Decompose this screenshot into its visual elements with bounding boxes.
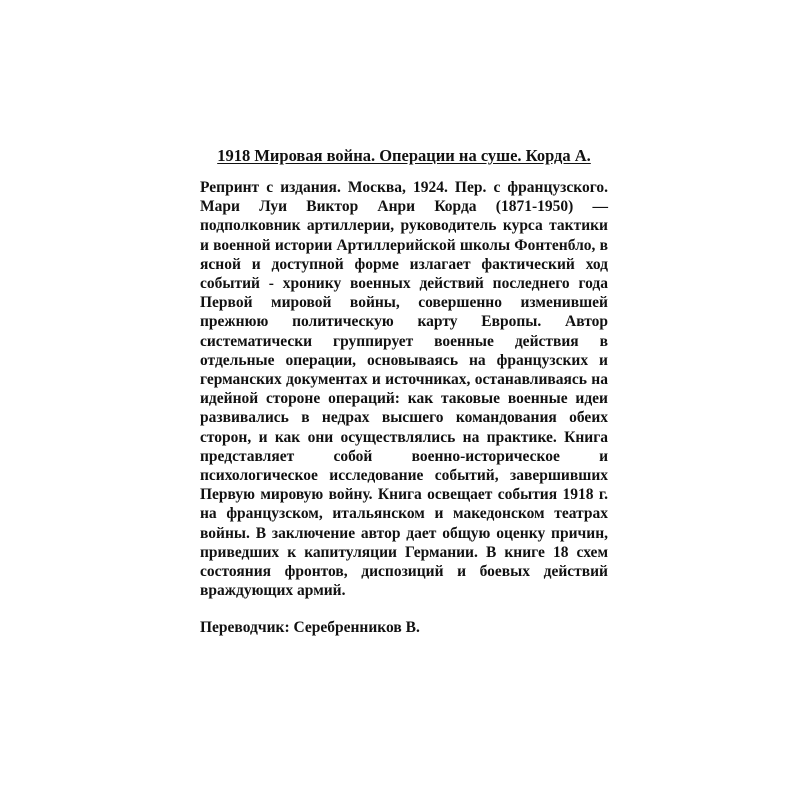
description-line: враждующих армий. xyxy=(200,582,346,600)
document-page xyxy=(200,146,608,638)
description-line: представляет собой военно-историческое и xyxy=(200,447,608,465)
description-line: германских документах и источниках, останавливаясь на xyxy=(200,371,608,389)
translator-credit: Переводчик: Серебренников В. xyxy=(200,619,420,637)
description-line: сторон, и как они осуществлялись на практике. Книга xyxy=(200,428,608,446)
description-line: и военной истории Артиллерийской школы Фонтенбло, в xyxy=(200,236,608,254)
description-line: Репринт с издания. Москва, 1924. Пер. с французского. xyxy=(200,179,608,196)
book-description xyxy=(200,178,608,600)
description-line: идейной стороне операций: как таковые военные идеи xyxy=(200,390,608,408)
description-line: Первую мировую войну. Книга освещает события 1918 г. xyxy=(200,486,608,504)
description-line: на французском, итальянском и македонском театрах xyxy=(200,505,608,523)
description-line: систематически группирует военные действия в xyxy=(200,332,608,350)
description-line: развивались в недрах высшего командования обеих xyxy=(200,409,608,427)
description-line: ясной и доступной форме излагает фактический ход xyxy=(200,255,608,273)
description-line: войны. В заключение автор дает общую оценку причин, xyxy=(200,524,608,542)
description-line: Мари Луи Виктор Анри Корда (1871-1950) — xyxy=(200,198,608,216)
description-line: прежнюю политическую карту Европы. Автор xyxy=(200,313,608,331)
description-line: приведших к капитуляции Германии. В книге 18 схем xyxy=(200,543,608,561)
description-line: подполковник артиллерии, руководитель курса тактики xyxy=(200,217,608,235)
book-title: 1918 Мировая война. Операции на суше. Корда А. xyxy=(217,146,591,165)
description-line: отдельные операции, основываясь на французских и xyxy=(200,351,608,369)
description-line: психологическое исследование событий, завершивших xyxy=(200,467,608,485)
description-line: состояния фронтов, диспозиций и боевых действий xyxy=(200,563,608,581)
description-line: событий - хронику военных действий последнего года xyxy=(200,275,608,293)
description-line: Первой мировой войны, совершенно изменившей xyxy=(200,294,608,312)
